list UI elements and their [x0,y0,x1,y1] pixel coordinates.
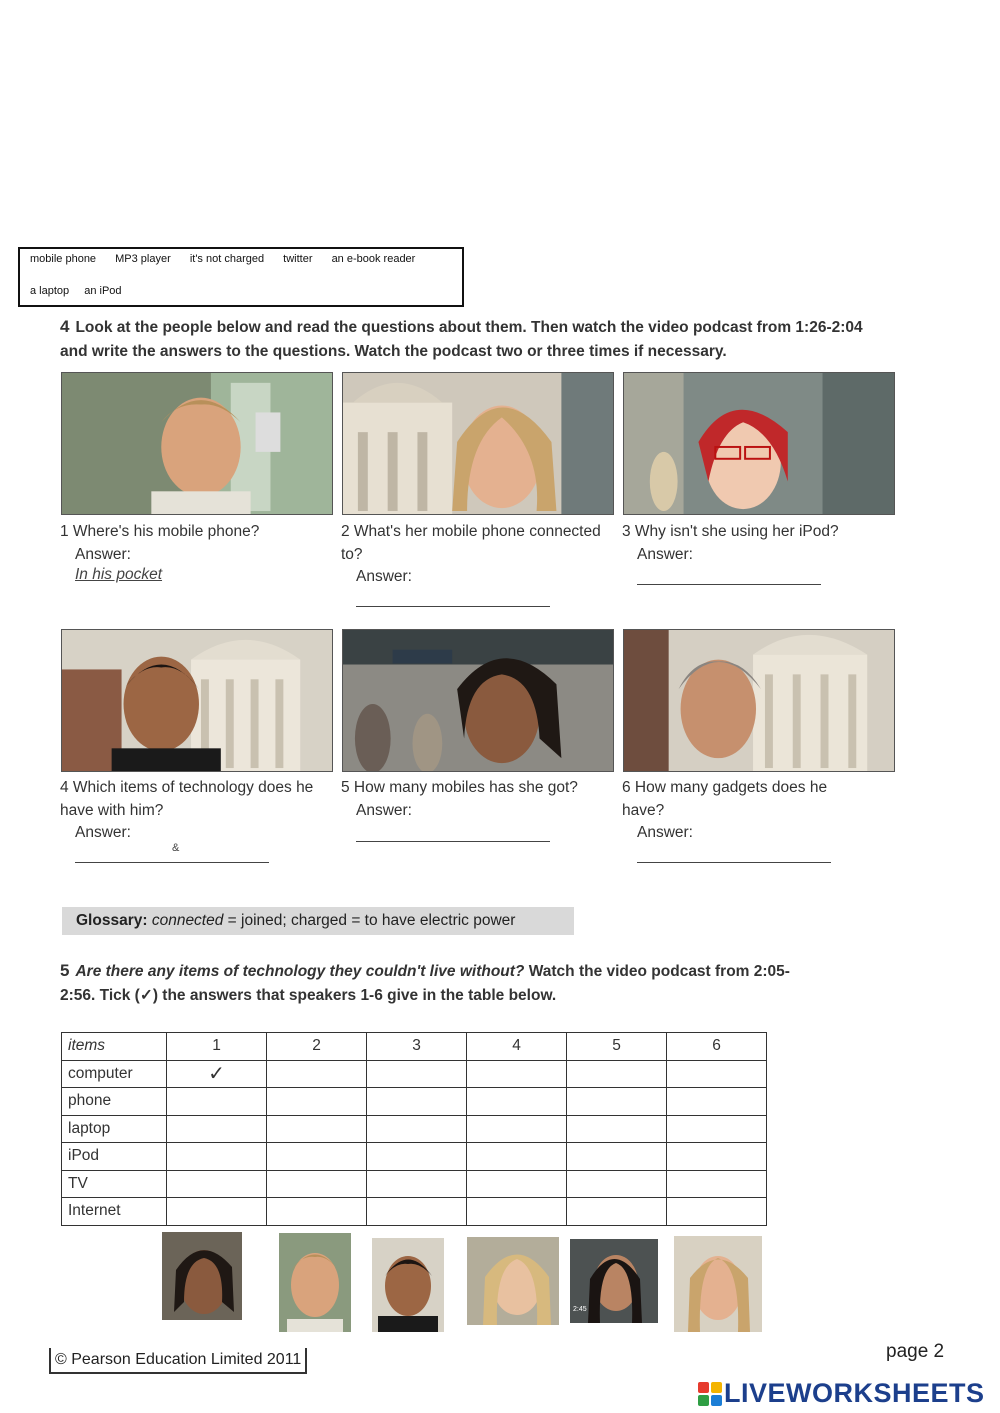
table-header-cell: 3 [367,1033,467,1061]
exercise-5-instructions-b: 2:56. Tick (✓) the answers that speakers 1-6 give in the table below. [60,987,557,1004]
tick-cell[interactable] [367,1060,467,1088]
table-row [62,1198,767,1226]
thumbnail-timestamp: 2:45 [573,1306,587,1313]
tick-cell[interactable] [367,1088,467,1116]
table-row [62,1115,767,1143]
tick-cell[interactable] [667,1170,767,1198]
photo-speaker-6 [623,629,895,772]
table-item-label: computer [62,1060,167,1088]
tick-cell[interactable] [167,1198,267,1226]
speaker-thumbnail[interactable] [279,1233,351,1332]
table-item-label: Internet [62,1198,167,1226]
table-header-cell: 5 [567,1033,667,1061]
page-number: page 2 [886,1341,945,1362]
table-header-row [62,1033,767,1061]
tick-cell[interactable] [267,1060,367,1088]
tick-cell[interactable] [667,1143,767,1171]
table-item-label: phone [62,1088,167,1116]
photo-speaker-2 [342,372,614,515]
question-1-text: 1 Where's his mobile phone? [60,523,260,540]
answer-label: Answer: [356,568,412,585]
answer-4-separator: & [172,842,180,854]
exercise-5-question: Are there any items of technology they couldn't live without? [75,963,525,980]
tick-cell[interactable] [167,1115,267,1143]
glossary-box [62,907,574,935]
tick-cell[interactable] [567,1143,667,1171]
question-3 [622,521,897,566]
answer-4-line[interactable] [75,862,269,863]
tick-cell[interactable] [567,1198,667,1226]
exercise-4-instructions: Look at the people below and read the questions about them. Then watch the video podcast from 1:26-2:04 and write the answers to the questions. Watch the podcast two or three times if necessary. [60,319,863,360]
table-header-cell: items [62,1033,167,1061]
word-bank-item[interactable]: it's not charged [189,253,265,265]
speaker-thumbnail[interactable] [467,1237,559,1325]
answer-1-example: In his pocket [75,566,163,583]
speaker-thumbnail[interactable] [162,1232,242,1320]
tick-cell[interactable] [567,1115,667,1143]
exercise-number: 5 [60,961,70,980]
answer-2-line[interactable] [356,606,550,607]
table-item-label: laptop [62,1115,167,1143]
word-bank-item[interactable]: an iPod [84,285,122,297]
answer-6-line[interactable] [637,862,831,863]
question-2-text: 2 What's her mobile phone connected to? [341,523,601,563]
answer-label: Answer: [637,545,693,563]
answer-label: Answer: [356,801,412,819]
tick-cell[interactable] [367,1143,467,1171]
tick-cell[interactable] [467,1170,567,1198]
tick-cell[interactable] [667,1198,767,1226]
tick-cell[interactable] [567,1170,667,1198]
photo-speaker-3 [623,372,895,515]
photo-speaker-4 [61,629,333,772]
table-header-cell: 1 [167,1033,267,1061]
table-header-cell: 2 [267,1033,367,1061]
answer-label: Answer: [637,824,693,841]
liveworksheets-logo-icon [698,1382,722,1406]
answer-3-line[interactable] [637,584,821,585]
brand-text: LIVEWORKSHEETS [724,1378,985,1408]
question-5 [341,777,616,822]
word-bank-item[interactable]: a laptop [30,285,70,297]
speaker-thumbnail[interactable] [570,1239,658,1323]
photo-speaker-5 [342,629,614,772]
tick-cell[interactable] [167,1088,267,1116]
speaker-thumbnail[interactable] [674,1236,762,1332]
exercise-5-heading [60,959,890,1008]
tick-cell[interactable] [667,1115,767,1143]
question-4 [60,777,335,845]
tick-cell[interactable] [467,1115,567,1143]
question-6 [622,777,862,845]
exercise-number: 4 [60,317,70,336]
glossary-term: connected [151,912,224,929]
tick-cell[interactable] [267,1115,367,1143]
copyright-notice: © Pearson Education Limited 2011 [49,1348,307,1374]
tick-cell[interactable] [367,1115,467,1143]
tick-cell[interactable] [167,1170,267,1198]
tick-cell[interactable] [267,1170,367,1198]
tick-cell[interactable] [467,1088,567,1116]
word-bank-row-1 [30,253,431,265]
speaker-thumbnail[interactable] [372,1238,444,1332]
tick-table [61,1032,767,1226]
table-header-cell: 6 [667,1033,767,1061]
tick-cell[interactable] [567,1060,667,1088]
word-bank-row-2 [30,285,138,297]
table-row [62,1088,767,1116]
tick-cell[interactable] [667,1060,767,1088]
tick-cell[interactable] [467,1060,567,1088]
word-bank [18,247,464,307]
tick-cell[interactable] [267,1088,367,1116]
tick-cell[interactable] [367,1198,467,1226]
liveworksheets-brand[interactable] [698,1378,985,1409]
word-bank-item[interactable]: MP3 player [115,253,171,265]
question-3-text: 3 Why isn't she using her iPod? [622,523,839,540]
question-5-text: 5 How many mobiles has she got? [341,779,578,796]
glossary-label: Glossary: [76,912,148,929]
photo-speaker-1 [61,372,333,515]
word-bank-item[interactable]: an e-book reader [331,253,416,265]
exercise-5-instructions-a: Watch the video podcast from 2:05- [524,963,790,980]
tick-cell[interactable] [267,1143,367,1171]
answer-label: Answer: [75,824,131,841]
question-1 [60,521,335,566]
tick-cell[interactable] [467,1198,567,1226]
glossary-definition: = joined; charged = to have electric power [223,912,516,929]
question-6-text: 6 How many gadgets does he have? [622,779,828,819]
table-item-label: iPod [62,1143,167,1171]
table-row [62,1170,767,1198]
answer-5-line[interactable] [356,841,550,842]
tick-cell[interactable]: ✓ [167,1060,267,1088]
tick-cell[interactable] [567,1088,667,1116]
table-header-cell: 4 [467,1033,567,1061]
tick-cell[interactable] [667,1088,767,1116]
answer-label: Answer: [75,545,131,563]
tick-cell[interactable] [367,1170,467,1198]
tick-cell[interactable] [167,1143,267,1171]
table-row [62,1060,767,1088]
word-bank-item[interactable]: mobile phone [30,253,97,265]
tick-cell[interactable] [467,1143,567,1171]
question-4-text: 4 Which items of technology does he have with him? [60,779,314,819]
exercise-4-heading [60,315,890,364]
tick-cell[interactable] [267,1198,367,1226]
table-row [62,1143,767,1171]
question-2 [341,521,616,589]
table-item-label: TV [62,1170,167,1198]
word-bank-item[interactable]: twitter [283,253,313,265]
